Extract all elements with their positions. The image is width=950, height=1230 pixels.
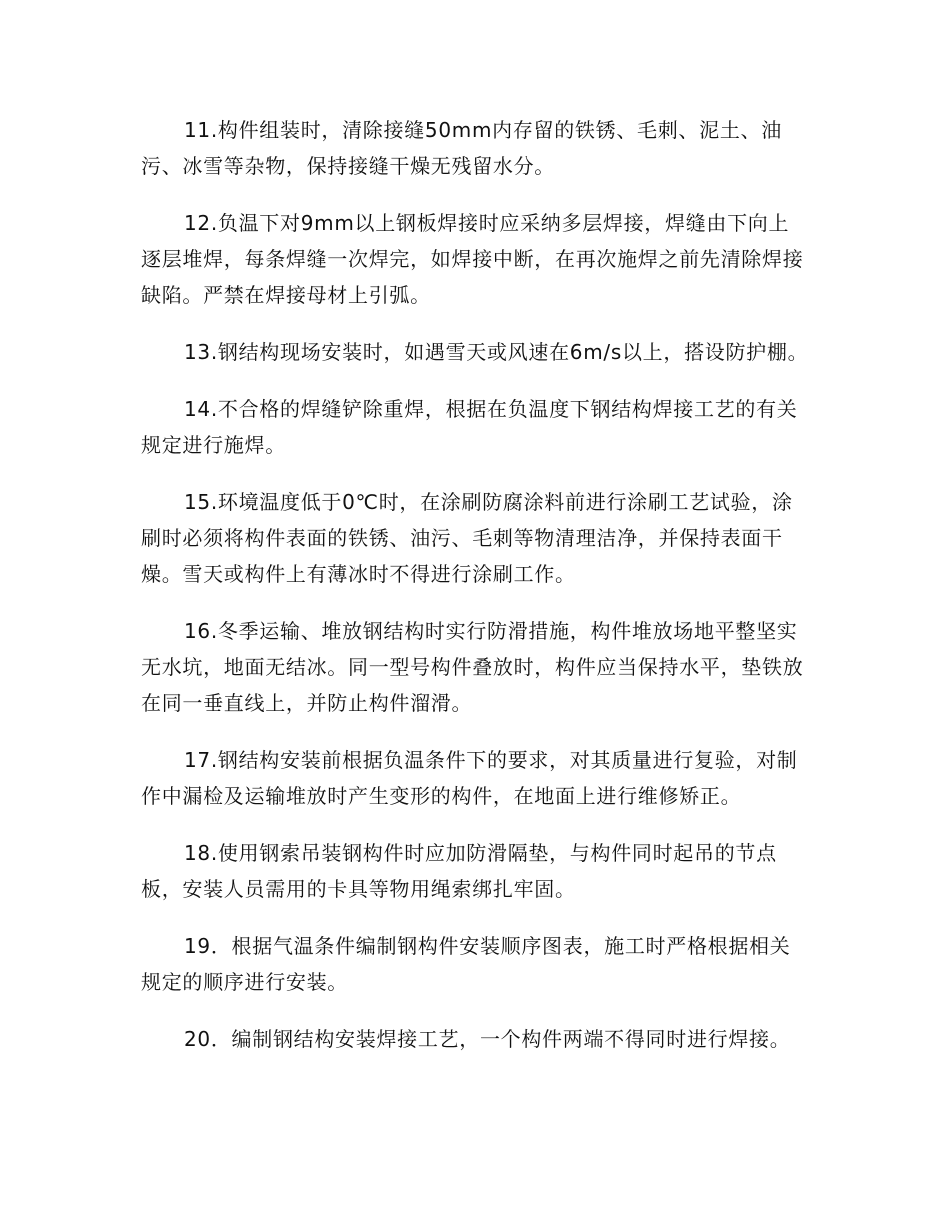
paragraph-17: 17.钢结构安装前根据负温条件下的要求，对其质量进行复验，对制作中漏检及运输堆放时产生变形的构件，在地面上进行维修矫正。 <box>141 748 798 808</box>
paragraph-20: 20．编制钢结构安装焊接工艺，一个构件两端不得同时进行焊接。 <box>184 1027 791 1051</box>
paragraph-16: 16.冬季运输、堆放钢结构时实行防滑措施，构件堆放场地平整坚实无水坑，地面无结冰。同一型号构件叠放时，构件应当保持水平，垫铁放在同一垂直线上，并防止构件溜滑。 <box>141 619 804 715</box>
paragraph-15: 15.环境温度低于0℃时，在涂刷防腐涂料前进行涂刷工艺试验，涂刷时必须将构件表面的铁锈、油污、毛刺等物清理洁净，并保持表面干燥。雪天或构件上有薄冰时不得进行涂刷工作。 <box>141 490 793 586</box>
paragraph-11: 11.构件组装时，清除接缝50mm内存留的铁锈、毛刺、泥土、油污、冰雪等杂物，保持接缝干燥无残留水分。 <box>141 118 782 178</box>
paragraph-19: 19．根据气温条件编制钢构件安装顺序图表，施工时严格根据相关规定的顺序进行安装。 <box>141 934 791 994</box>
document-content <box>141 112 809 1057</box>
paragraph-18: 18.使用钢索吊装钢构件时应加防滑隔垫，与构件同时起吊的节点板，安装人员需用的卡具等物用绳索绑扎牢固。 <box>141 841 777 901</box>
paragraph-14: 14.不合格的焊缝铲除重焊，根据在负温度下钢结构焊接工艺的有关规定进行施焊。 <box>141 397 798 457</box>
paragraph-12: 12.负温下对9mm以上钢板焊接时应采纳多层焊接，焊缝由下向上逐层堆焊，每条焊缝一次焊完，如焊接中断，在再次施焊之前先清除焊接缺陷。严禁在焊接母材上引弧。 <box>141 211 804 307</box>
paragraph-13: 13.钢结构现场安装时，如遇雪天或风速在6m/s以上，搭设防护棚。 <box>184 340 809 364</box>
